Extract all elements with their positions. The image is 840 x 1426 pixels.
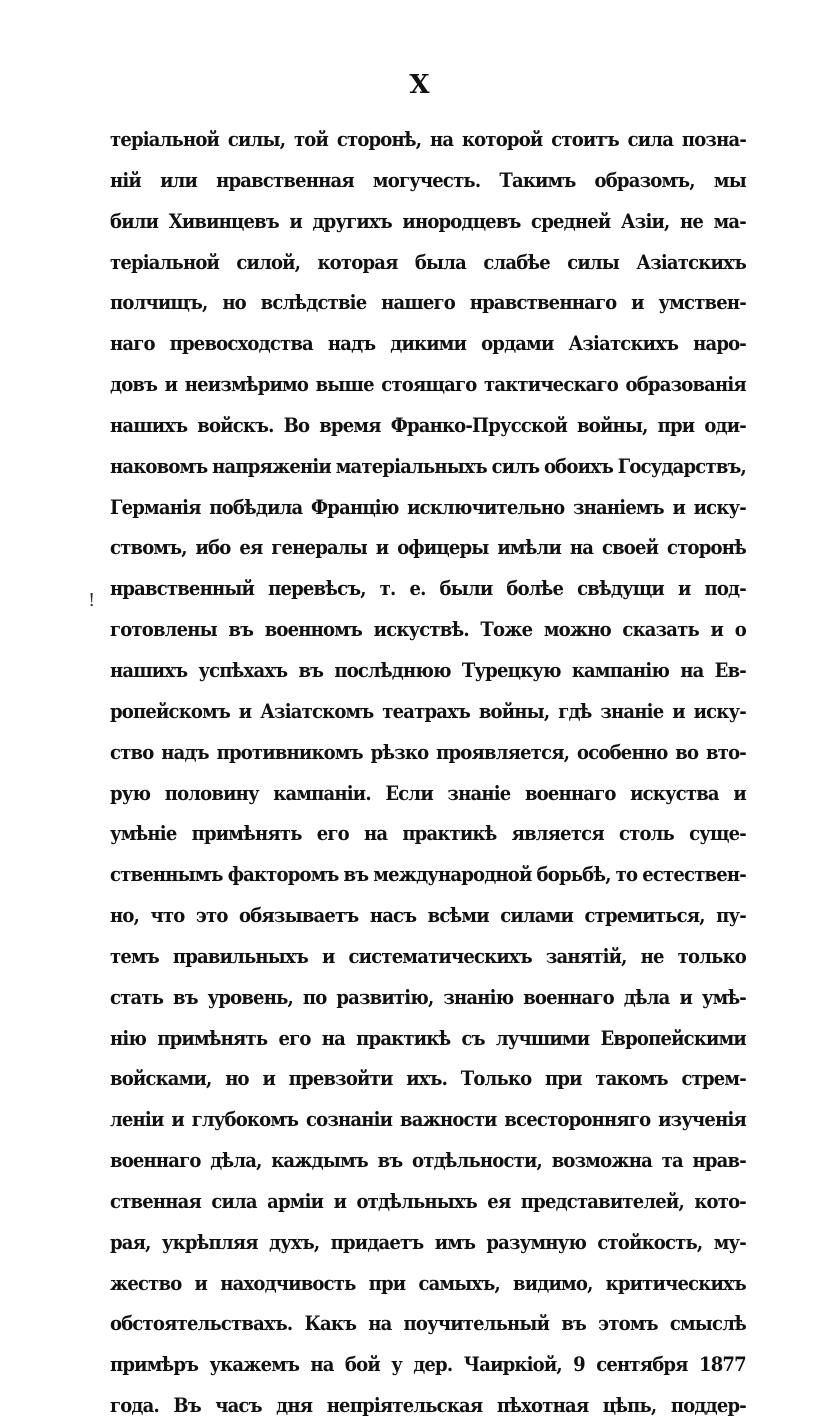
word: придаетъ — [330, 1229, 424, 1254]
word: Только — [460, 1066, 532, 1091]
word: развитію, — [336, 984, 434, 1009]
word: теріальной — [110, 249, 220, 274]
word: своей — [601, 535, 659, 560]
word: стать — [110, 984, 164, 1009]
word: пѣхотная — [496, 1393, 589, 1418]
word: въ — [377, 1148, 403, 1173]
word: поучительный — [403, 1311, 550, 1336]
word: и — [710, 617, 724, 642]
word: иску- — [693, 698, 746, 723]
word: генералы — [271, 535, 367, 560]
word: примѣръ — [110, 1352, 199, 1377]
word: естествен- — [642, 862, 746, 887]
word: уровень, — [207, 984, 293, 1009]
word: такомъ — [595, 1066, 668, 1091]
word: во — [675, 739, 699, 764]
word: сказать — [622, 617, 699, 642]
word: но, — [110, 903, 140, 928]
word: ея — [239, 535, 263, 560]
word: Францію — [311, 494, 399, 519]
word: 9 — [573, 1352, 585, 1377]
word: сторонѣ, — [336, 127, 422, 151]
word: исключительно — [407, 494, 565, 519]
word: имъ — [434, 1229, 476, 1254]
word: и — [733, 780, 746, 805]
word: представителей, — [520, 1188, 684, 1213]
word: и — [171, 1107, 184, 1132]
word: поддер- — [670, 1393, 746, 1418]
word: выше — [315, 372, 374, 397]
word: образомъ, — [594, 167, 695, 192]
word: всѣми — [427, 903, 489, 928]
word: ствомъ, — [110, 535, 187, 560]
word: под- — [704, 576, 746, 601]
word: сила — [211, 1188, 257, 1213]
word: наро- — [693, 331, 746, 356]
word: Государствъ, — [617, 453, 746, 478]
text-line — [110, 1099, 746, 1140]
word: является — [511, 821, 604, 846]
word: перевѣсъ, — [268, 576, 366, 601]
word: по — [302, 984, 327, 1009]
word: силами — [500, 903, 574, 928]
word: нію — [110, 1025, 147, 1050]
word: года. — [110, 1393, 159, 1418]
word: темъ — [110, 943, 159, 968]
word: войсками, — [110, 1066, 212, 1091]
word: кото- — [694, 1188, 746, 1213]
word: военнаго — [523, 984, 614, 1009]
word: жество — [110, 1270, 182, 1295]
word: часъ — [215, 1393, 262, 1418]
word: Азіатскихъ — [568, 331, 679, 356]
word: укажемъ — [209, 1352, 300, 1377]
word: лучшими — [495, 1025, 590, 1050]
text-line — [110, 119, 746, 160]
word: духъ, — [269, 1229, 320, 1254]
word: и — [631, 290, 644, 315]
word: умѣ- — [701, 984, 746, 1009]
word: послѣднюю — [334, 657, 451, 682]
word: Хивинцевъ — [168, 208, 279, 233]
word: Какъ — [304, 1311, 357, 1336]
word: изученія — [658, 1107, 746, 1132]
word: наковомъ — [110, 453, 208, 478]
word: силъ — [491, 453, 540, 478]
text-line — [110, 650, 746, 691]
word: му- — [713, 1229, 746, 1254]
word: и — [679, 984, 692, 1009]
word: умѣніе — [110, 821, 177, 846]
word: съ — [461, 1025, 485, 1050]
word: и — [164, 372, 178, 397]
word: кампаніи. — [273, 780, 371, 805]
word: на — [321, 1025, 345, 1050]
word: укрѣпляя — [161, 1229, 258, 1254]
word: возможна — [551, 1148, 652, 1173]
word: могучесть. — [372, 167, 481, 192]
word: его — [278, 1025, 311, 1050]
word: Ев- — [714, 657, 746, 682]
word: мы — [713, 167, 746, 192]
word: т. — [379, 576, 396, 601]
word: ство — [110, 739, 154, 764]
word: наго — [110, 331, 155, 356]
word: видимо, — [513, 1270, 593, 1295]
word: въ — [228, 617, 254, 642]
word: примѣнять — [191, 821, 302, 846]
word: дня — [276, 1393, 313, 1418]
word: нашего — [381, 290, 455, 315]
word: превосходства — [169, 331, 313, 356]
word: при — [657, 412, 695, 437]
word: всесторонняго — [504, 1107, 651, 1132]
word: дѣла, — [210, 1148, 262, 1173]
word: побѣдила — [209, 494, 303, 519]
word: дѣла — [623, 984, 670, 1009]
text-line — [110, 1018, 746, 1059]
text-line — [110, 813, 746, 854]
word: иску- — [693, 494, 746, 519]
text-line — [110, 1263, 746, 1304]
text-line — [110, 1140, 746, 1181]
word: половину — [164, 780, 259, 805]
word: которая — [317, 249, 398, 274]
word: средней — [531, 208, 611, 233]
text-line — [110, 773, 746, 814]
word: арміи — [267, 1188, 324, 1213]
word: е. — [409, 576, 426, 601]
word: на — [363, 821, 388, 846]
word: полчищъ, — [110, 290, 208, 315]
text-line — [110, 487, 746, 528]
text-line — [110, 1222, 746, 1263]
word: Азіатскомъ — [260, 698, 374, 723]
word: или — [160, 167, 198, 192]
word: свѣдущи — [577, 576, 664, 601]
word: стоящаго — [381, 372, 477, 397]
word: и — [321, 943, 335, 968]
word: той — [293, 127, 329, 151]
word: матеріальныхъ — [335, 453, 487, 478]
word: о — [734, 617, 746, 642]
word: войны, — [577, 412, 648, 437]
word: смыслѣ — [669, 1311, 746, 1336]
word: на — [310, 1352, 334, 1377]
word: примѣнять — [157, 1025, 268, 1050]
word: военнаго — [110, 1148, 201, 1173]
word: отдѣльныхъ — [356, 1188, 477, 1213]
word: военномъ — [264, 617, 363, 642]
text-line — [110, 854, 746, 895]
word: стойкость, — [597, 1229, 703, 1254]
word: искуствѣ. — [373, 617, 469, 642]
text-line — [110, 527, 746, 568]
word: отдѣльности, — [412, 1148, 543, 1173]
word: можно — [543, 617, 611, 642]
text-line — [110, 895, 746, 936]
word: были — [439, 576, 493, 601]
word: стремиться, — [584, 903, 705, 928]
word: его — [316, 821, 349, 846]
word: особенно — [577, 739, 668, 764]
word: практикѣ — [356, 1025, 451, 1050]
word: и — [289, 208, 302, 233]
word: проявляется, — [436, 739, 570, 764]
word: не — [640, 943, 664, 968]
word: непріятельская — [326, 1393, 483, 1418]
word: Тоже — [480, 617, 533, 642]
word: разумную — [486, 1229, 587, 1254]
word: успѣхахъ — [198, 657, 288, 682]
word: Турецкую — [461, 657, 561, 682]
word: нравственнаго — [469, 290, 617, 315]
word: военнаго — [524, 780, 616, 805]
word: войны, — [478, 698, 550, 723]
word: и — [238, 698, 252, 723]
word: слабѣе — [483, 249, 550, 274]
word: оди- — [704, 412, 746, 437]
word: на — [680, 657, 704, 682]
word: то — [615, 862, 638, 887]
margin-mark: ! — [88, 590, 96, 611]
word: Европейскими — [600, 1025, 746, 1050]
word: нашихъ — [110, 657, 188, 682]
text-line — [110, 242, 746, 283]
word: на — [368, 1311, 392, 1336]
word: сторонѣ — [667, 535, 746, 560]
text-line — [110, 1058, 746, 1099]
word: сентября — [596, 1352, 688, 1377]
word: что — [150, 903, 185, 928]
word: готовлены — [110, 617, 217, 642]
word: этомъ — [598, 1311, 658, 1336]
word: борьбѣ, — [536, 862, 611, 887]
word: и — [672, 494, 685, 519]
word: силой, — [236, 249, 301, 274]
word: при — [368, 1270, 406, 1295]
word: правильныхъ — [172, 943, 308, 968]
text-line — [110, 160, 746, 201]
word: напряженіи — [212, 453, 331, 478]
word: была — [414, 249, 467, 274]
word: Германія — [110, 494, 201, 519]
word: обязываетъ — [239, 903, 359, 928]
word: кампанію — [571, 657, 670, 682]
word: нрав- — [692, 1148, 746, 1173]
text-line — [110, 1385, 746, 1426]
word: та — [661, 1148, 683, 1173]
text-line — [110, 201, 746, 242]
word: рую — [110, 780, 151, 805]
word: на — [429, 127, 454, 151]
text-line — [110, 977, 746, 1018]
text-line — [110, 446, 746, 487]
word: обоихъ — [543, 453, 614, 478]
word: и — [262, 1066, 275, 1091]
word: насъ — [369, 903, 417, 928]
word: у — [391, 1352, 402, 1377]
word: офицеры — [397, 535, 489, 560]
word: умствен- — [658, 290, 746, 315]
text-line — [110, 1181, 746, 1222]
word: Во — [283, 412, 310, 437]
word: и — [375, 535, 389, 560]
word: пу- — [716, 903, 746, 928]
word: важности — [400, 1107, 497, 1132]
word: дикими — [390, 331, 467, 356]
word: силы, — [227, 127, 286, 151]
word: сознаніи — [305, 1107, 393, 1132]
word: Франко-Прусской — [390, 412, 568, 437]
word: находчивость — [220, 1270, 356, 1295]
word: ибо — [195, 535, 231, 560]
word: вслѣдствіе — [260, 290, 367, 315]
word: 1877 — [698, 1352, 746, 1377]
word: занятій, — [545, 943, 627, 968]
word: сила — [627, 127, 674, 151]
word: обстоятельствахъ. — [110, 1311, 293, 1336]
word: нравственный — [110, 576, 255, 601]
word: на — [569, 535, 594, 560]
word: Такимъ — [499, 167, 576, 192]
word: Азіи, — [620, 208, 670, 233]
word: но — [225, 1066, 249, 1091]
word: надъ — [327, 331, 376, 356]
word: болѣе — [506, 576, 564, 601]
word: тактическаго — [484, 372, 618, 397]
word: рѣзко — [370, 739, 429, 764]
word: ственная — [110, 1188, 201, 1213]
word: но — [222, 290, 246, 315]
word: ихъ. — [406, 1066, 448, 1091]
word: силы — [567, 249, 620, 274]
word: леніи — [110, 1107, 164, 1132]
word: надъ — [161, 739, 209, 764]
word: нашихъ — [110, 412, 188, 437]
word: каждымъ — [271, 1148, 368, 1173]
word: ма- — [713, 208, 746, 233]
word: факторомъ — [227, 862, 339, 887]
body-text — [110, 119, 746, 1426]
page-number: X — [409, 70, 431, 100]
word: критическихъ — [605, 1270, 746, 1295]
word: ея — [487, 1188, 511, 1213]
word: въ — [561, 1311, 587, 1336]
word: въ — [173, 984, 198, 1009]
word: позна- — [681, 127, 746, 151]
word: другихъ — [312, 208, 392, 233]
text-line — [110, 732, 746, 773]
word: образованія — [625, 372, 746, 397]
word: ственнымъ — [110, 862, 223, 887]
word: только — [677, 943, 746, 968]
word: ордами — [481, 331, 554, 356]
word: инородцевъ — [402, 208, 521, 233]
word: Если — [385, 780, 433, 805]
word: дер. — [413, 1352, 453, 1377]
word: глубокомъ — [191, 1107, 299, 1132]
word: Азіатскихъ — [636, 249, 746, 274]
text-line — [110, 1344, 746, 1385]
word: знаніемъ — [573, 494, 664, 519]
word: и — [194, 1270, 208, 1295]
word: неизмѣримо — [184, 372, 309, 397]
word: систематическихъ — [348, 943, 532, 968]
word: били — [110, 208, 159, 233]
text-line — [110, 691, 746, 732]
word: столь — [618, 821, 674, 846]
text-line — [110, 936, 746, 977]
word: время — [319, 412, 381, 437]
word: знаніе — [447, 780, 511, 805]
word: ропейскомъ — [110, 698, 230, 723]
word: Въ — [173, 1393, 201, 1418]
word: и — [677, 576, 691, 601]
word: стоитъ — [551, 127, 619, 151]
word: и — [333, 1188, 347, 1213]
word: знаніе — [600, 698, 664, 723]
word: искуства — [630, 780, 719, 805]
word: гдѣ — [558, 698, 592, 723]
word: ній — [110, 167, 141, 192]
word: самыхъ, — [418, 1270, 500, 1295]
word: стрем- — [681, 1066, 746, 1091]
word: знанію — [443, 984, 514, 1009]
word: довъ — [110, 372, 158, 397]
word: теріальной — [110, 127, 220, 151]
text-line — [110, 609, 746, 650]
word: Чаиркіой, — [463, 1352, 562, 1377]
word: которой — [461, 127, 543, 151]
text-line — [110, 568, 746, 609]
word: нравственная — [216, 167, 354, 192]
word: театрахъ — [382, 698, 471, 723]
word: вто- — [706, 739, 746, 764]
word: бой — [344, 1352, 380, 1377]
word: это — [195, 903, 228, 928]
text-line — [110, 405, 746, 446]
text-line — [110, 323, 746, 364]
word: имѣли — [497, 535, 562, 560]
word: не — [680, 208, 704, 233]
word: рая, — [110, 1229, 151, 1254]
word: и — [672, 698, 685, 723]
text-line — [110, 1303, 746, 1344]
word: международной — [373, 862, 532, 887]
word: практикѣ — [402, 821, 497, 846]
word: суще- — [689, 821, 746, 846]
word: противникомъ — [216, 739, 363, 764]
word: при — [544, 1066, 582, 1091]
word: въ — [298, 657, 324, 682]
word: войскъ. — [197, 412, 274, 437]
text-line — [110, 282, 746, 323]
word: въ — [343, 862, 369, 887]
word: превзойти — [288, 1066, 393, 1091]
word: цѣпь, — [602, 1393, 657, 1418]
text-line — [110, 364, 746, 405]
